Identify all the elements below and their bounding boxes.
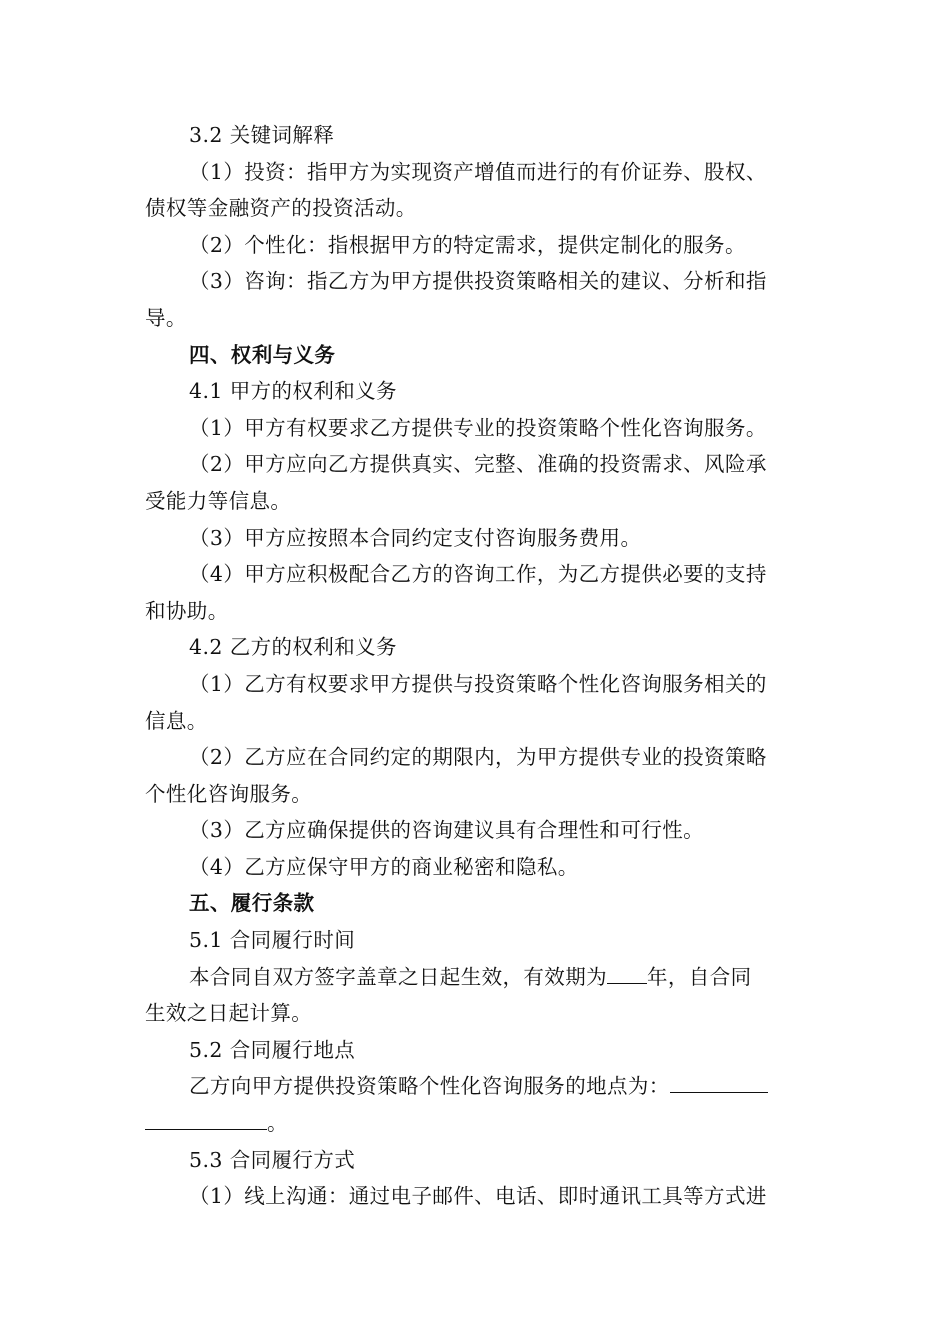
section-4-heading: 四、权利与义务 <box>189 342 336 367</box>
section-5-heading: 五、履行条款 <box>189 891 315 916</box>
paragraph-line: 债权等金融资产的投资活动。 <box>145 196 417 221</box>
fill-in-blank-location-continued[interactable] <box>145 1107 267 1130</box>
section-5-1-heading: 5.1 合同履行时间 <box>189 928 356 953</box>
paragraph-line-with-blank <box>145 959 810 996</box>
paragraph-text: 本合同自双方签字盖章之日起生效，有效期为 <box>189 964 607 989</box>
fill-in-blank-years[interactable] <box>607 961 647 984</box>
paragraph-text: 年，自合同 <box>647 964 752 989</box>
paragraph-line: （2）个性化：指根据甲方的特定需求，提供定制化的服务。 <box>189 232 746 257</box>
paragraph-line: （3）乙方应确保提供的咨询建议具有合理性和可行性。 <box>189 818 705 843</box>
paragraph-line: （1）线上沟通：通过电子邮件、电话、即时通讯工具等方式进 <box>189 1184 767 1209</box>
paragraph-line-with-blank <box>145 1068 810 1105</box>
paragraph-line: （4）甲方应积极配合乙方的咨询工作，为乙方提供必要的支持 <box>189 562 767 587</box>
paragraph-line: （2）甲方应向乙方提供真实、完整、准确的投资需求、风险承 <box>189 452 767 477</box>
paragraph-line: （1）乙方有权要求甲方提供与投资策略个性化咨询服务相关的 <box>189 671 767 696</box>
paragraph-text: 乙方向甲方提供投资策略个性化咨询服务的地点为： <box>189 1074 670 1099</box>
paragraph-line: （2）乙方应在合同约定的期限内，为甲方提供专业的投资策略 <box>189 745 767 770</box>
document-body <box>145 117 810 1215</box>
paragraph-line: 受能力等信息。 <box>145 488 292 513</box>
paragraph-line: （1）投资：指甲方为实现资产增值而进行的有价证券、股权、 <box>189 159 767 184</box>
fill-in-blank-location[interactable] <box>670 1070 768 1093</box>
paragraph-line: （3）咨询：指乙方为甲方提供投资策略相关的建议、分析和指 <box>189 269 767 294</box>
paragraph-text: 。 <box>267 1111 288 1136</box>
section-5-3-heading: 5.3 合同履行方式 <box>189 1147 356 1172</box>
section-4-1-heading: 4.1 甲方的权利和义务 <box>189 379 397 404</box>
paragraph-line: 和协助。 <box>145 598 229 623</box>
section-5-2-heading: 5.2 合同履行地点 <box>189 1037 356 1062</box>
paragraph-line: 个性化咨询服务。 <box>145 781 313 806</box>
paragraph-line: 生效之日起计算。 <box>145 1001 313 1026</box>
paragraph-line: （3）甲方应按照本合同约定支付咨询服务费用。 <box>189 525 642 550</box>
paragraph-line: （1）甲方有权要求乙方提供专业的投资策略个性化咨询服务。 <box>189 415 767 440</box>
paragraph-line: 导。 <box>145 305 187 330</box>
section-4-2-heading: 4.2 乙方的权利和义务 <box>189 635 397 660</box>
paragraph-line-with-blank <box>145 1105 810 1142</box>
paragraph-line: （4）乙方应保守甲方的商业秘密和隐私。 <box>189 854 579 879</box>
paragraph-line: 信息。 <box>145 708 208 733</box>
section-3-2-heading: 3.2 关键词解释 <box>189 123 335 147</box>
